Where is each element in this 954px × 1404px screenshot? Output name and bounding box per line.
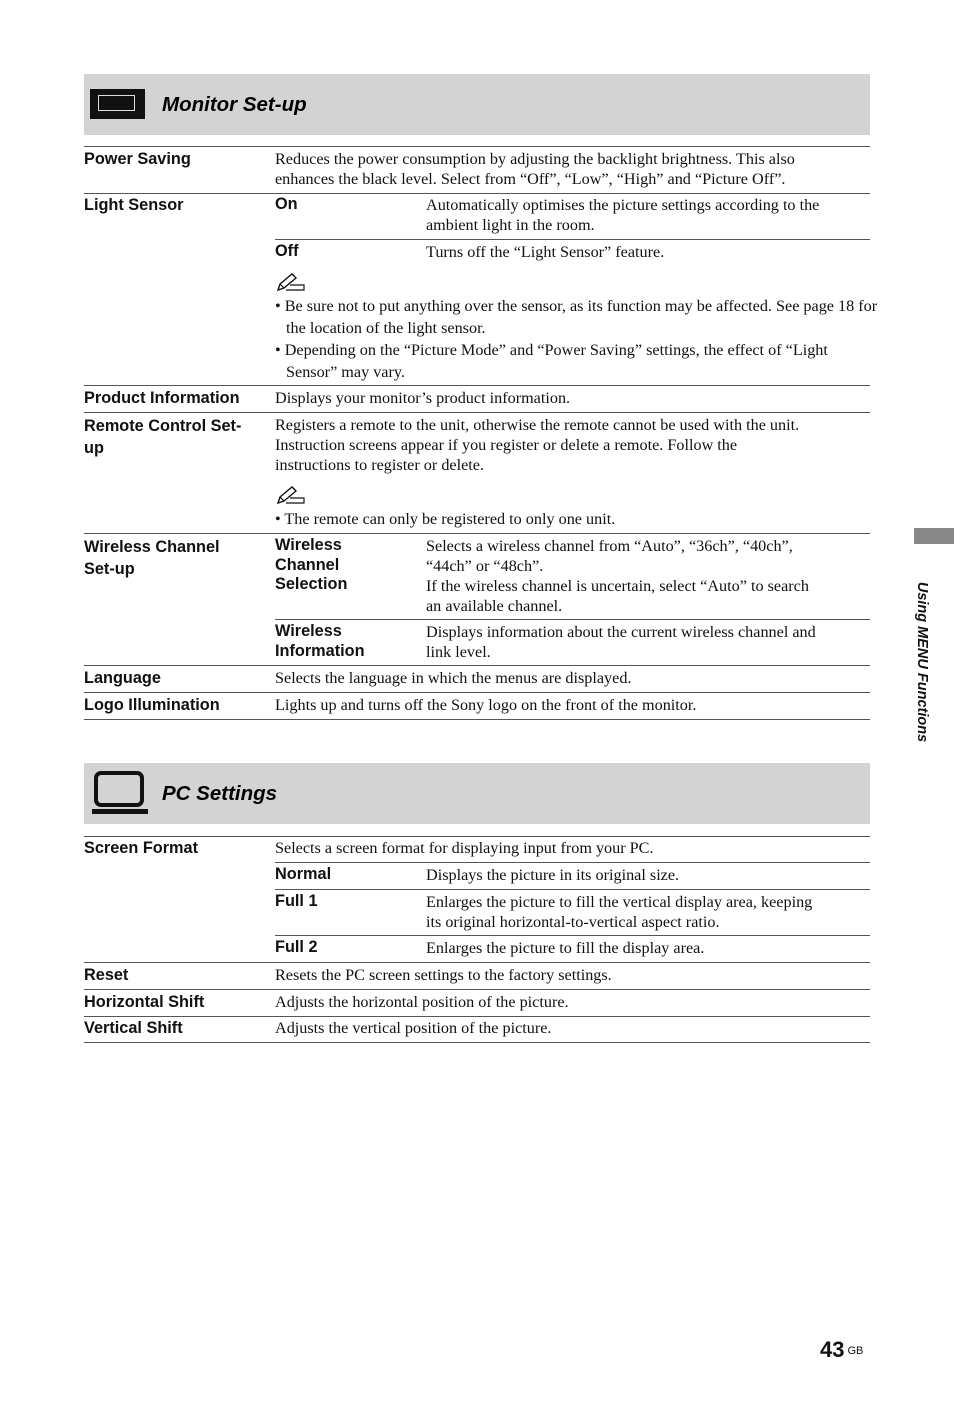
wireless-channel-selection-label: Wireless Channel Selection	[275, 536, 348, 593]
divider	[84, 836, 870, 837]
page-number-suffix: GB	[847, 1345, 864, 1357]
reset-label: Reset	[84, 966, 129, 984]
light-sensor-off-label: Off	[275, 242, 299, 260]
page-number-value: 43	[820, 1337, 845, 1362]
language-desc: Selects the language in which the menus are displayed.	[275, 669, 632, 687]
divider	[84, 665, 870, 666]
screen-format-normal-desc: Displays the picture in its original size.	[426, 866, 680, 884]
logo-illumination-label: Logo Illumination	[84, 696, 220, 714]
sub-divider	[275, 889, 870, 890]
wireless-channel-selection-desc: Selects a wireless channel from “Auto”, “36ch”, “40ch”, “44ch” or “48ch”. If the wireless channel is uncertain, select “Auto” to search an available channel.	[426, 537, 809, 615]
remote-control-label: Remote Control Set- up	[84, 417, 242, 457]
divider	[84, 193, 870, 194]
light-sensor-note-2: • Depending on the “Picture Mode” and “Power Saving” settings, the effect of “Light Sensor” may vary.	[275, 341, 828, 381]
sub-divider	[275, 239, 870, 240]
wireless-channel-label: Wireless Channel Set-up	[84, 538, 220, 578]
product-information-desc: Displays your monitor’s product information.	[275, 389, 571, 407]
divider	[84, 146, 870, 147]
monitor-setup-title: Monitor Set-up	[162, 93, 307, 116]
screen-format-full2-desc: Enlarges the picture to fill the display area.	[426, 939, 705, 957]
sub-divider	[275, 862, 870, 863]
page-number	[820, 1337, 863, 1363]
divider	[84, 719, 870, 720]
vertical-shift-label: Vertical Shift	[84, 1019, 183, 1037]
screen-format-normal-label: Normal	[275, 865, 332, 883]
monitor-icon	[90, 89, 145, 119]
divider	[84, 412, 870, 413]
divider	[84, 533, 870, 534]
vertical-shift-desc: Adjusts the vertical position of the picture.	[275, 1019, 552, 1037]
screen-format-label: Screen Format	[84, 839, 199, 857]
light-sensor-label: Light Sensor	[84, 196, 184, 214]
logo-illumination-desc: Lights up and turns off the Sony logo on the front of the monitor.	[275, 696, 697, 714]
horizontal-shift-label: Horizontal Shift	[84, 993, 205, 1011]
side-tab-marker	[914, 528, 954, 544]
pc-settings-title: PC Settings	[162, 782, 278, 805]
remote-control-note: • The remote can only be registered to only one unit.	[275, 510, 616, 528]
product-information-label: Product Information	[84, 389, 240, 407]
light-sensor-note-1: • Be sure not to put anything over the sensor, as its function may be affected. See page 18 for the location of the light sensor.	[275, 297, 878, 337]
screen-format-desc: Selects a screen format for displaying input from your PC.	[275, 839, 654, 857]
sub-divider	[275, 619, 870, 620]
light-sensor-on-desc: Automatically optimises the picture settings according to the ambient light in the room.	[426, 196, 820, 234]
sub-divider	[275, 935, 870, 936]
divider	[84, 962, 870, 963]
light-sensor-off-desc: Turns off the “Light Sensor” feature.	[426, 243, 665, 261]
wireless-information-desc: Displays information about the current wireless channel and link level.	[426, 623, 816, 661]
screen-format-full1-label: Full 1	[275, 892, 318, 910]
divider	[84, 1016, 870, 1017]
power-saving-label: Power Saving	[84, 150, 191, 168]
remote-control-desc: Registers a remote to the unit, otherwise the remote cannot be used with the unit. Instruction screens appear if you register or delete a remote. Follow the instructions to register or delete.	[275, 416, 800, 474]
divider	[84, 385, 870, 386]
pc-settings-header	[84, 763, 870, 824]
divider	[84, 1042, 870, 1043]
screen-format-full2-label: Full 2	[275, 938, 318, 956]
side-tab-label: Using MENU Functions	[914, 581, 930, 743]
pc-monitor-icon	[90, 771, 150, 817]
wireless-information-label: Wireless Information	[275, 622, 365, 660]
note-pencil-icon	[276, 272, 308, 292]
reset-desc: Resets the PC screen settings to the factory settings.	[275, 966, 612, 984]
monitor-setup-header	[84, 74, 870, 135]
divider	[84, 692, 870, 693]
note-pencil-icon	[276, 485, 308, 505]
horizontal-shift-desc: Adjusts the horizontal position of the picture.	[275, 993, 569, 1011]
light-sensor-on-label: On	[275, 195, 298, 213]
screen-format-full1-desc: Enlarges the picture to fill the vertical display area, keeping its original horizontal-to-vertical aspect ratio.	[426, 893, 813, 931]
divider	[84, 989, 870, 990]
language-label: Language	[84, 669, 161, 687]
power-saving-desc: Reduces the power consumption by adjusting the backlight brightness. This also enhances the black level. Select from “Off”, “Low”, “High” and “Picture Off”.	[275, 150, 795, 188]
